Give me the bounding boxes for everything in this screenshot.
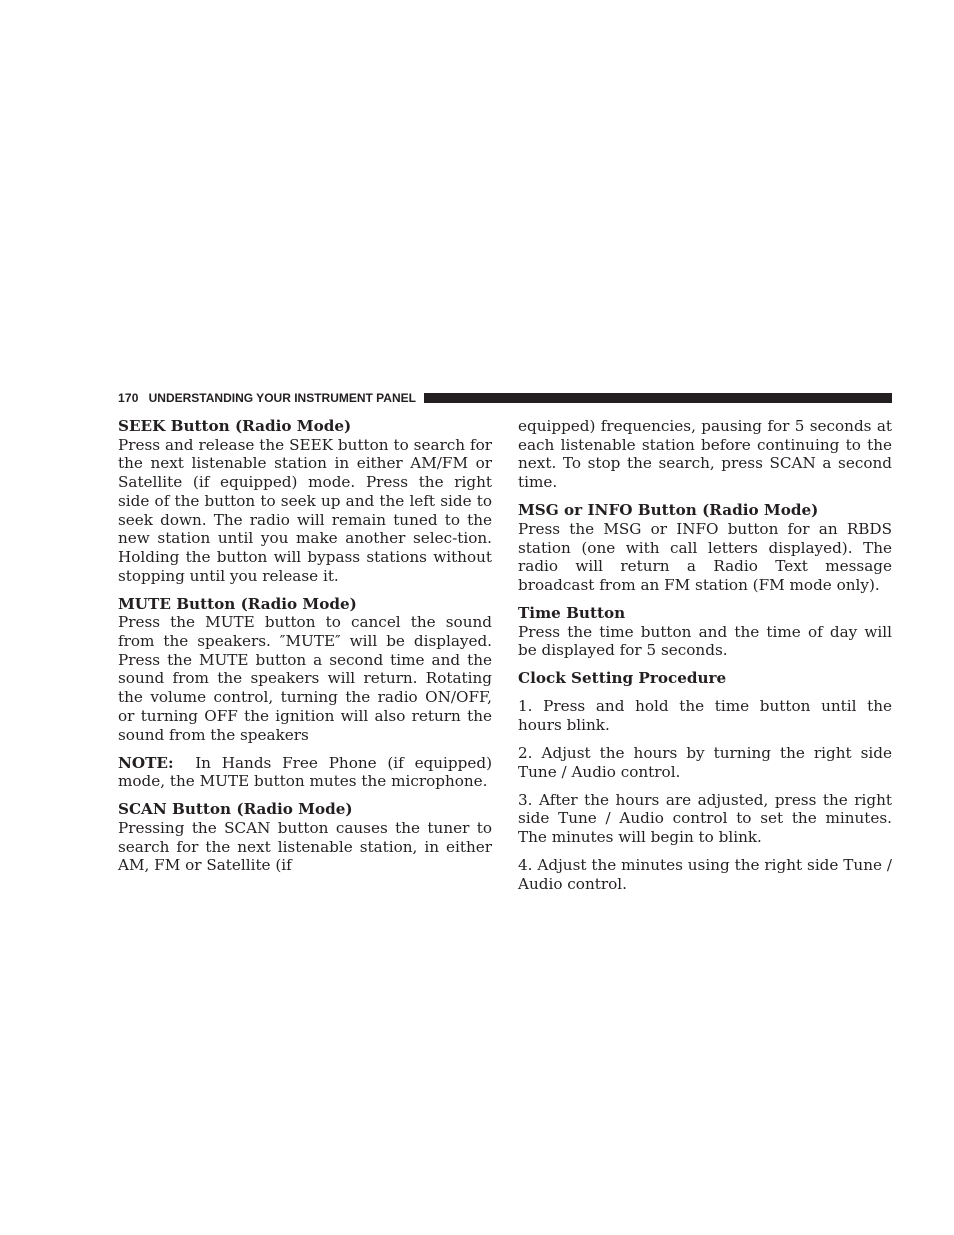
- time-body: Press the time button and the time of day will be displayed for 5 seconds.: [518, 622, 892, 660]
- note-body: In Hands Free Phone (if equipped) mode, the MUTE button mutes the microphone.: [118, 753, 492, 791]
- seek-heading: SEEK Button (Radio Mode): [118, 417, 352, 435]
- mute-body: Press the MUTE button to cancel the sound from the speakers. ″MUTE″ will be displayed. Press the MUTE button a second time and the sound from the speakers will return. Rotating the volume control, turning the radio ON/OFF, or turning OFF the ignition will also return the sound from the speakers: [118, 613, 492, 744]
- scan-heading: SCAN Button (Radio Mode): [118, 800, 353, 819]
- clock-heading: Clock Setting Procedure: [518, 669, 727, 688]
- mute-heading: MUTE Button (Radio Mode): [118, 594, 357, 613]
- clock-step-4: 4. Adjust the minutes using the right side Tune / Audio control.: [518, 856, 892, 893]
- msg-heading: MSG or INFO Button (Radio Mode): [518, 501, 819, 520]
- left-column: [118, 417, 492, 875]
- scan-body-part1: Pressing the SCAN button causes the tuner to search for the next listenable station, in either AM, FM or Satellite (if: [118, 818, 492, 875]
- right-column: [518, 417, 892, 894]
- section-title: UNDERSTANDING YOUR INSTRUMENT PANEL: [148, 391, 416, 405]
- clock-step-1: 1. Press and hold the time button until the hours blink.: [518, 697, 892, 735]
- header-rule: [424, 393, 892, 403]
- clock-step-3: 3. After the hours are adjusted, press the right side Tune / Audio control to set the minutes. The minutes will begin to blink.: [518, 790, 892, 847]
- msg-body: Press the MSG or INFO button for an RBDS station (one with call letters displayed). The radio will return a Radio Text message broadcast from an FM station (FM mode only).: [518, 519, 892, 594]
- page-number: 170: [118, 391, 139, 405]
- note-label: NOTE:: [118, 753, 174, 772]
- time-heading: Time Button: [518, 603, 626, 622]
- note-paragraph: [118, 754, 492, 791]
- page-header: [118, 390, 892, 406]
- scan-body-continued: equipped) frequencies, pausing for 5 seconds at each listenable station before continuing to the next. To stop the search, press SCAN a second time.: [518, 417, 892, 492]
- clock-step-2: 2. Adjust the hours by turning the right side Tune / Audio control.: [518, 744, 892, 781]
- seek-body: Press and release the SEEK button to search for the next listenable station in either AM/FM or Satellite (if equipped) mode. Press the right side of the button to seek up and the left side to seek down. The radio will remain tuned to the new station until you make another selec-tion. Holding the button will bypass stations without stopping until you release it.: [118, 435, 492, 585]
